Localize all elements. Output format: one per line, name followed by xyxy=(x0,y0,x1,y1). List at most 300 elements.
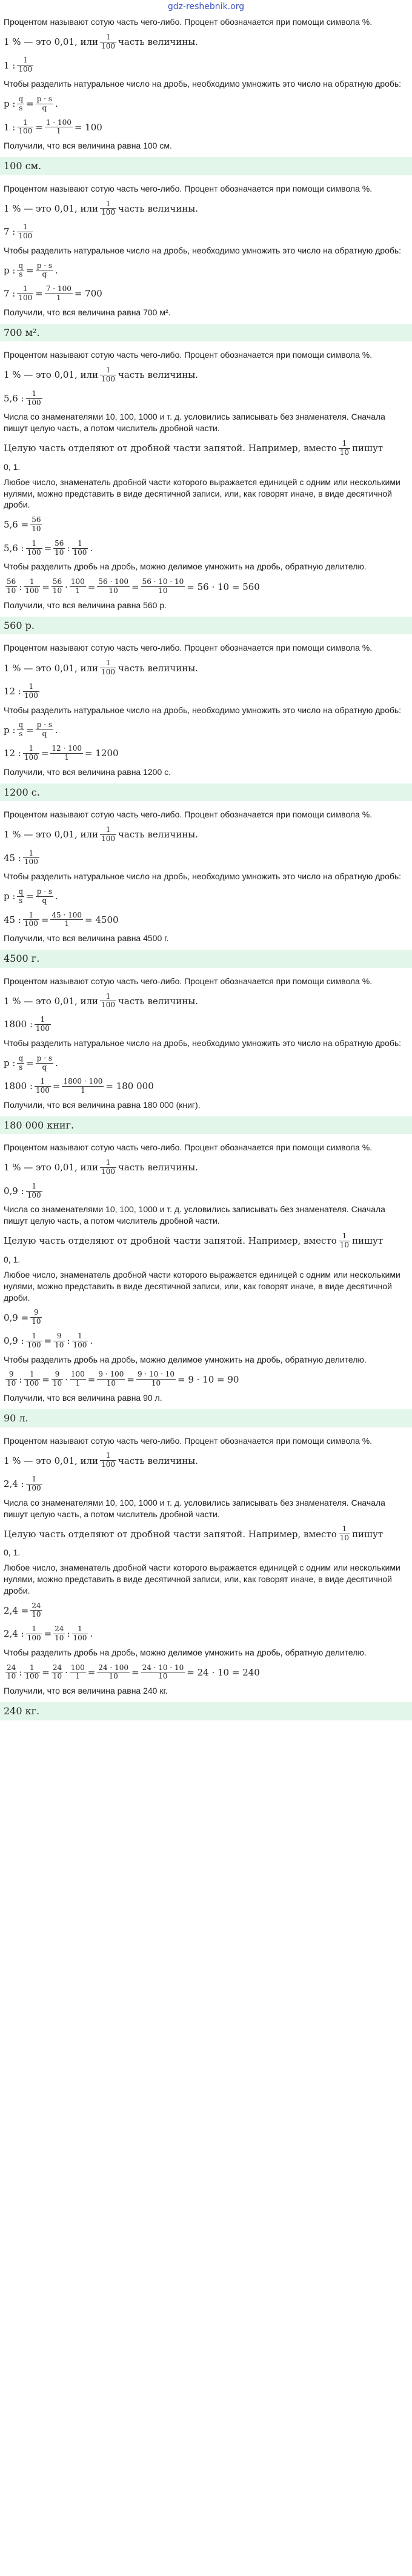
fraction-numerator: 45 · 100 xyxy=(51,910,82,919)
math-formula xyxy=(4,92,408,115)
math-formula xyxy=(4,1448,408,1472)
fraction-numerator: 1 xyxy=(35,1016,51,1025)
fraction-numerator: 56 · 100 xyxy=(98,577,128,586)
math-text: · xyxy=(65,1374,68,1385)
math-text: 2,4 : xyxy=(4,1628,24,1640)
fraction-numerator: 1 xyxy=(339,440,350,449)
fraction xyxy=(70,1664,86,1682)
math-formula xyxy=(4,679,408,703)
fraction-numerator: p · s xyxy=(36,1053,52,1062)
fraction-numerator: 24 xyxy=(52,1663,62,1672)
fraction xyxy=(23,850,39,867)
math-text: 1800 : xyxy=(4,1081,33,1092)
fraction-denominator: 100 xyxy=(25,1379,39,1388)
fraction xyxy=(35,1078,51,1095)
fraction xyxy=(53,1625,65,1643)
explanation-text: Любое число, знаменатель дробной части которого выражается единицей с одним или несколькими нулями, можно представить в виде десятичной записи, или, как говорят иначе, в виде десятичной дроби. xyxy=(4,477,400,510)
fraction xyxy=(50,745,83,762)
fraction-denominator: 100 xyxy=(101,41,115,50)
fraction-denominator: 100 xyxy=(25,1672,39,1681)
fraction xyxy=(17,888,24,905)
fraction xyxy=(100,366,116,384)
fraction xyxy=(5,1664,17,1682)
math-formula xyxy=(4,1660,408,1684)
explanation-text: Любое число, знаменатель дробной части которого выражается единицей с одним или несколькими нулями, можно представить в виде десятичной записи, или, как говорят иначе, в виде десятичной дроби. xyxy=(4,1562,400,1595)
math-text: . xyxy=(55,891,58,902)
fraction-denominator: 1 xyxy=(75,586,81,595)
fraction-numerator: 1 xyxy=(23,850,39,859)
math-text: = 4500 xyxy=(85,914,119,925)
fraction-denominator: 100 xyxy=(24,753,38,762)
math-text: = xyxy=(127,1374,135,1385)
math-text: 1 % — это 0,01, или xyxy=(4,1162,99,1173)
explanation-text: Чтобы разделить дробь на дробь, можно делимое умножить на дробь, обратную делителю. xyxy=(4,1354,367,1364)
fraction-denominator: 100 xyxy=(73,548,87,557)
math-text: = 180 000 xyxy=(105,1081,154,1092)
explanation-text: Процентом называют сотую часть чего-либо. Процент обозначается при помощи символа %. xyxy=(4,810,373,820)
fraction xyxy=(17,1055,24,1072)
math-text: 45 : xyxy=(4,852,21,864)
explanation-text: Процентом называют сотую часть чего-либо. Процент обозначается при помощи символа %. xyxy=(4,1142,373,1153)
fraction-numerator: 1 xyxy=(24,1370,40,1380)
math-formula xyxy=(4,989,408,1013)
fraction-denominator: q xyxy=(42,1062,47,1072)
fraction-denominator: 10 xyxy=(7,1672,16,1681)
fraction xyxy=(62,1078,104,1095)
explanation-text: Процентом называют сотую часть чего-либо. Процент обозначается при помощи символа %. xyxy=(4,350,373,360)
fraction xyxy=(17,223,33,241)
answer-bar: 700 м². xyxy=(0,324,412,342)
math-text: = xyxy=(42,1374,50,1385)
math-formula xyxy=(4,741,408,765)
fraction-denominator: 10 xyxy=(339,1241,350,1250)
fraction xyxy=(36,888,53,905)
fraction xyxy=(45,285,73,303)
fraction-denominator: 10 xyxy=(52,1379,62,1388)
fraction-numerator: 56 xyxy=(55,538,64,548)
fraction xyxy=(339,440,350,457)
fraction-denominator: 100 xyxy=(27,1633,41,1642)
fraction-denominator: 10 xyxy=(32,525,41,534)
math-text: 1800 : xyxy=(4,1019,33,1030)
math-formula xyxy=(4,846,408,870)
fraction-denominator: 1 xyxy=(75,1379,81,1388)
fraction-numerator: q xyxy=(18,261,24,270)
fraction xyxy=(24,1370,40,1388)
fraction-numerator: 24 · 100 xyxy=(98,1663,128,1672)
fraction-denominator: q xyxy=(42,896,47,905)
math-text: = xyxy=(35,121,43,133)
math-text: = xyxy=(44,1335,52,1347)
fraction xyxy=(100,200,116,218)
math-text: 5,6 = xyxy=(4,519,29,531)
fraction-denominator: 100 xyxy=(101,208,115,217)
answer-bar: 100 см. xyxy=(0,157,412,175)
fraction-denominator: 100 xyxy=(24,919,38,928)
fraction-numerator: 1 xyxy=(24,578,40,587)
fraction-denominator: 100 xyxy=(73,1633,87,1642)
solution-block xyxy=(0,1434,412,1699)
fraction xyxy=(100,1159,116,1176)
fraction-numerator: p · s xyxy=(36,261,52,270)
fraction xyxy=(97,1370,125,1388)
fraction-denominator: 10 xyxy=(158,1672,168,1681)
fraction-numerator: 9 xyxy=(30,1309,42,1318)
explanation-text: Получили, что вся величина равна 1200 с. xyxy=(4,766,171,777)
math-text: p : xyxy=(4,264,16,276)
math-formula xyxy=(4,363,408,386)
fraction xyxy=(53,1332,65,1350)
math-formula xyxy=(4,1305,408,1329)
fraction-numerator: 1 xyxy=(100,1452,116,1461)
math-text: пишут xyxy=(352,1235,384,1247)
fraction-numerator: 1 xyxy=(23,745,39,754)
fraction xyxy=(51,578,63,595)
math-text: 2,4 : xyxy=(4,1478,24,1490)
fraction xyxy=(17,262,24,280)
fraction-numerator: 1 xyxy=(26,1332,42,1341)
fraction-numerator: 1 xyxy=(100,366,116,375)
fraction-numerator: 1 xyxy=(17,285,33,294)
math-formula xyxy=(4,1598,408,1622)
answer-bar: 4500 г. xyxy=(0,950,412,968)
math-formula xyxy=(4,1472,408,1495)
math-text: часть величины. xyxy=(118,829,198,840)
fraction-denominator: 100 xyxy=(18,231,33,240)
fraction-denominator: s xyxy=(19,730,23,739)
math-text: 1 % — это 0,01, или xyxy=(4,36,99,48)
math-text: : xyxy=(19,581,22,592)
math-text: 0,9 : xyxy=(4,1335,24,1347)
math-formula xyxy=(4,1179,408,1202)
fraction-numerator: q xyxy=(18,720,24,730)
math-text: пишут xyxy=(352,1528,384,1540)
math-text: 5,6 : xyxy=(4,392,24,404)
math-text: · xyxy=(65,1666,68,1678)
explanation-text: Получили, что вся величина равна 90 л. xyxy=(4,1393,162,1403)
fraction-denominator: 10 xyxy=(7,1379,16,1388)
fraction xyxy=(70,1370,86,1388)
fraction-denominator: 10 xyxy=(7,586,16,595)
solution-block xyxy=(0,974,412,1113)
explanation-text: Процентом называют сотую часть чего-либо. Процент обозначается при помощи символа %. xyxy=(4,643,373,653)
math-formula xyxy=(4,1521,408,1545)
explanation-text: Чтобы разделить натуральное число на дробь, необходимо умножить это число на обратную дробь: xyxy=(4,245,402,255)
math-text: = 1200 xyxy=(85,748,119,759)
fraction-denominator: 10 xyxy=(151,1379,161,1388)
math-formula xyxy=(4,884,408,908)
math-formula xyxy=(4,656,408,679)
explanation-text: 0, 1. xyxy=(4,1548,21,1557)
math-formula xyxy=(4,196,408,220)
fraction-numerator: 9 xyxy=(53,1332,65,1341)
math-text: = xyxy=(41,914,49,925)
fraction-numerator: 9 xyxy=(5,1370,17,1380)
math-text: 1 % — это 0,01, или xyxy=(4,662,99,674)
solution-block xyxy=(0,181,412,320)
fraction xyxy=(100,993,116,1010)
fraction-denominator: 100 xyxy=(101,374,115,383)
math-text: p : xyxy=(4,724,16,736)
solution-block xyxy=(0,640,412,779)
fraction-denominator: 100 xyxy=(27,1340,41,1349)
math-text: = xyxy=(131,581,139,592)
solution-block xyxy=(0,807,412,946)
fraction xyxy=(23,745,39,762)
fraction xyxy=(36,262,53,280)
math-text: = 56 · 10 = 560 xyxy=(187,581,260,592)
math-text: часть величины. xyxy=(118,662,198,674)
fraction-numerator: 1 xyxy=(100,659,116,668)
fraction-denominator: 100 xyxy=(24,691,38,700)
math-text: : xyxy=(67,543,70,554)
math-formula xyxy=(4,115,408,139)
math-text: 12 : xyxy=(4,686,21,697)
explanation-text: 0, 1. xyxy=(4,461,21,472)
math-formula xyxy=(4,220,408,243)
math-text: . xyxy=(90,543,93,554)
fraction-numerator: p · s xyxy=(36,94,52,103)
fraction-denominator: 100 xyxy=(24,857,38,867)
math-text: пишут xyxy=(352,443,384,454)
fraction-denominator: 100 xyxy=(101,834,115,843)
math-text: 5,6 : xyxy=(4,543,24,554)
fraction-denominator: 100 xyxy=(73,1340,87,1349)
fraction-denominator: 100 xyxy=(36,1086,50,1095)
fraction-denominator: s xyxy=(19,896,23,905)
math-text: часть величины. xyxy=(118,1162,198,1173)
fraction-denominator: 10 xyxy=(32,1317,41,1326)
math-text: . xyxy=(55,1057,58,1068)
math-text: часть величины. xyxy=(118,36,198,48)
math-formula xyxy=(4,53,408,76)
math-text: . xyxy=(55,264,58,276)
math-text: = xyxy=(26,891,34,902)
fraction xyxy=(100,1452,116,1469)
explanation-text: Процентом называют сотую часть чего-либо. Процент обозначается при помощи символа %. xyxy=(4,183,373,193)
fraction-denominator: 10 xyxy=(158,586,168,595)
fraction xyxy=(35,1016,51,1033)
fraction-denominator: 100 xyxy=(27,1483,41,1492)
fraction-denominator: 1 xyxy=(56,293,61,302)
math-text: часть величины. xyxy=(118,203,198,214)
fraction-numerator: 9 xyxy=(51,1370,63,1380)
answer-bar: 180 000 книг. xyxy=(0,1116,412,1135)
fraction-numerator: 1 xyxy=(100,993,116,1002)
fraction-numerator: 100 xyxy=(70,577,85,586)
explanation-text: Получили, что вся величина равна 180 000 (книг). xyxy=(4,1099,201,1110)
fraction-denominator: s xyxy=(19,103,23,112)
fraction-numerator: 100 xyxy=(70,1370,85,1379)
fraction-numerator: 1 xyxy=(17,223,33,232)
explanation-text: Получили, что вся величина равна 700 м². xyxy=(4,307,171,317)
fraction-denominator: 1 xyxy=(75,1672,81,1681)
solutions-container xyxy=(0,15,412,1720)
fraction-numerator: 24 xyxy=(7,1663,16,1672)
fraction-numerator: 24 xyxy=(32,1601,41,1610)
fraction-numerator: q xyxy=(18,94,24,103)
fraction xyxy=(100,33,116,51)
math-text: = xyxy=(42,581,50,592)
math-formula xyxy=(4,1155,408,1179)
fraction-numerator: 1 xyxy=(23,911,39,921)
fraction xyxy=(53,540,65,557)
fraction xyxy=(17,721,24,739)
math-text: · xyxy=(65,581,68,592)
math-formula xyxy=(4,1329,408,1352)
math-text: часть величины. xyxy=(118,369,198,381)
fraction xyxy=(26,540,42,557)
fraction xyxy=(72,1332,88,1350)
explanation-text: Числа со знаменателями 10, 100, 1000 и т. д. условились записывать без знаменателя. Сначала пишут целую часть, а потом числитель дробной части. xyxy=(4,1497,385,1519)
explanation-text: Чтобы разделить дробь на дробь, можно делимое умножить на дробь, обратную делителю. xyxy=(4,1647,367,1657)
fraction xyxy=(339,1232,350,1250)
fraction-denominator: 100 xyxy=(18,65,33,74)
fraction xyxy=(36,721,53,739)
math-text: = xyxy=(42,1666,50,1678)
fraction-numerator: 1 xyxy=(26,540,42,549)
fraction xyxy=(72,1625,88,1643)
fraction-numerator: 1 xyxy=(35,1078,51,1087)
math-formula xyxy=(4,908,408,931)
fraction-denominator: q xyxy=(42,103,47,112)
explanation-text: Процентом называют сотую часть чего-либо. Процент обозначается при помощи символа %. xyxy=(4,17,373,27)
explanation-text: Числа со знаменателями 10, 100, 1000 и т. д. условились записывать без знаменателя. Сначала пишут целую часть, а потом числитель дробной части. xyxy=(4,412,385,434)
math-text: = 700 xyxy=(74,288,102,300)
fraction xyxy=(70,578,86,595)
math-formula xyxy=(4,281,408,305)
fraction-denominator: 100 xyxy=(25,586,39,595)
math-text: p : xyxy=(4,891,16,902)
explanation-text: Чтобы разделить натуральное число на дробь, необходимо умножить это число на обратную дробь: xyxy=(4,79,402,89)
fraction xyxy=(17,56,33,74)
fraction-numerator: q xyxy=(18,1053,24,1062)
fraction-denominator: 10 xyxy=(52,1672,62,1681)
fraction xyxy=(141,578,185,595)
explanation-text: Чтобы разделить натуральное число на дробь, необходимо умножить это число на обратную дробь: xyxy=(4,1038,402,1048)
fraction-denominator: 100 xyxy=(27,1190,41,1199)
math-text: 1 % — это 0,01, или xyxy=(4,829,99,840)
math-text: 1 % — это 0,01, или xyxy=(4,1455,99,1466)
math-text: = xyxy=(44,543,52,554)
fraction-denominator: 10 xyxy=(339,1534,350,1543)
math-text: = xyxy=(87,581,96,592)
fraction xyxy=(5,1370,17,1388)
fraction-denominator: 1 xyxy=(64,919,70,928)
fraction-denominator: 10 xyxy=(108,1672,118,1681)
math-formula xyxy=(4,574,408,598)
explanation-text: Получили, что вся величина равна 560 р. xyxy=(4,600,167,610)
fraction-denominator: 100 xyxy=(18,293,33,302)
math-text: . xyxy=(90,1628,93,1640)
fraction-denominator: s xyxy=(19,1062,23,1072)
math-formula xyxy=(4,386,408,410)
fraction-numerator: 1 xyxy=(100,1159,116,1168)
answer-bar: 240 кг. xyxy=(0,1702,412,1720)
solution-block xyxy=(0,15,412,153)
solution-block xyxy=(0,347,412,613)
fraction-numerator: 56 · 10 · 10 xyxy=(142,577,184,586)
explanation-text: Получили, что вся величина равна 100 см. xyxy=(4,141,172,151)
math-text: 0,9 : xyxy=(4,1186,24,1197)
fraction-numerator: 1 · 100 xyxy=(45,118,71,127)
fraction xyxy=(26,1625,42,1643)
fraction-numerator: 1 xyxy=(100,826,116,835)
fraction xyxy=(17,119,33,136)
fraction xyxy=(136,1370,176,1388)
explanation-text: Числа со знаменателями 10, 100, 1000 и т. д. условились записывать без знаменателя. Сначала пишут целую часть, а потом числитель дробной части. xyxy=(4,1204,385,1226)
fraction-denominator: 10 xyxy=(55,548,64,557)
fraction xyxy=(26,390,42,408)
math-formula xyxy=(4,1051,408,1075)
fraction xyxy=(339,1525,350,1543)
fraction-denominator: 10 xyxy=(108,586,118,595)
math-text: Целую часть отделяют от дробной части запятой. Например, вместо xyxy=(4,443,337,454)
fraction-denominator: 100 xyxy=(101,1460,115,1469)
math-text: = 9 · 10 = 90 xyxy=(178,1374,239,1385)
math-text: 7 : xyxy=(4,288,16,300)
fraction-numerator: 1 xyxy=(17,56,33,65)
fraction-numerator: 1800 · 100 xyxy=(63,1077,103,1086)
explanation-text: Получили, что вся величина равна 240 кг. xyxy=(4,1686,168,1696)
fraction xyxy=(97,578,130,595)
fraction xyxy=(30,1602,42,1620)
fraction-denominator: 100 xyxy=(101,1167,115,1176)
fraction-numerator: 7 · 100 xyxy=(45,284,71,293)
math-text: 1 % — это 0,01, или xyxy=(4,203,99,214)
fraction-denominator: 100 xyxy=(36,1024,50,1033)
math-text: Целую часть отделяют от дробной части запятой. Например, вместо xyxy=(4,1528,337,1540)
math-formula xyxy=(4,822,408,846)
fraction-numerator: p · s xyxy=(36,887,52,896)
fraction-numerator: 1 xyxy=(72,540,88,549)
math-text: : xyxy=(67,1628,70,1640)
math-text: : xyxy=(19,1374,22,1385)
math-text: 7 : xyxy=(4,226,16,238)
math-text: . xyxy=(55,98,58,110)
explanation-text: Процентом называют сотую часть чего-либо. Процент обозначается при помощи символа %. xyxy=(4,976,373,986)
math-formula xyxy=(4,1074,408,1098)
fraction xyxy=(50,911,83,929)
fraction-denominator: q xyxy=(42,730,47,739)
math-text: = xyxy=(87,1666,96,1678)
fraction-numerator: 24 xyxy=(55,1625,64,1634)
math-text: = xyxy=(35,288,43,300)
math-text: Целую часть отделяют от дробной части запятой. Например, вместо xyxy=(4,1235,337,1247)
fraction xyxy=(17,285,33,303)
fraction-numerator: 1 xyxy=(26,1475,42,1484)
site-logo[interactable]: gdz-reshebnik.org xyxy=(167,2,245,12)
math-formula xyxy=(4,512,408,536)
math-text: = xyxy=(41,748,49,759)
fraction-numerator: 24 · 10 · 10 xyxy=(142,1663,184,1672)
fraction-numerator: p · s xyxy=(36,720,52,730)
fraction-numerator: 1 xyxy=(339,1525,350,1534)
fraction-denominator: q xyxy=(42,270,47,279)
fraction xyxy=(5,578,17,595)
fraction-denominator: 100 xyxy=(101,668,115,677)
math-formula xyxy=(4,1367,408,1390)
math-text: 12 : xyxy=(4,748,21,759)
fraction-numerator: 1 xyxy=(17,119,33,128)
fraction-denominator: 10 xyxy=(55,1340,64,1349)
math-text: часть величины. xyxy=(118,1455,198,1466)
fraction-numerator: 100 xyxy=(70,1663,85,1672)
fraction-denominator: s xyxy=(19,270,23,279)
fraction-numerator: 1 xyxy=(26,390,42,399)
math-text: 1 : xyxy=(4,121,16,133)
math-text: 1 : xyxy=(4,59,16,71)
